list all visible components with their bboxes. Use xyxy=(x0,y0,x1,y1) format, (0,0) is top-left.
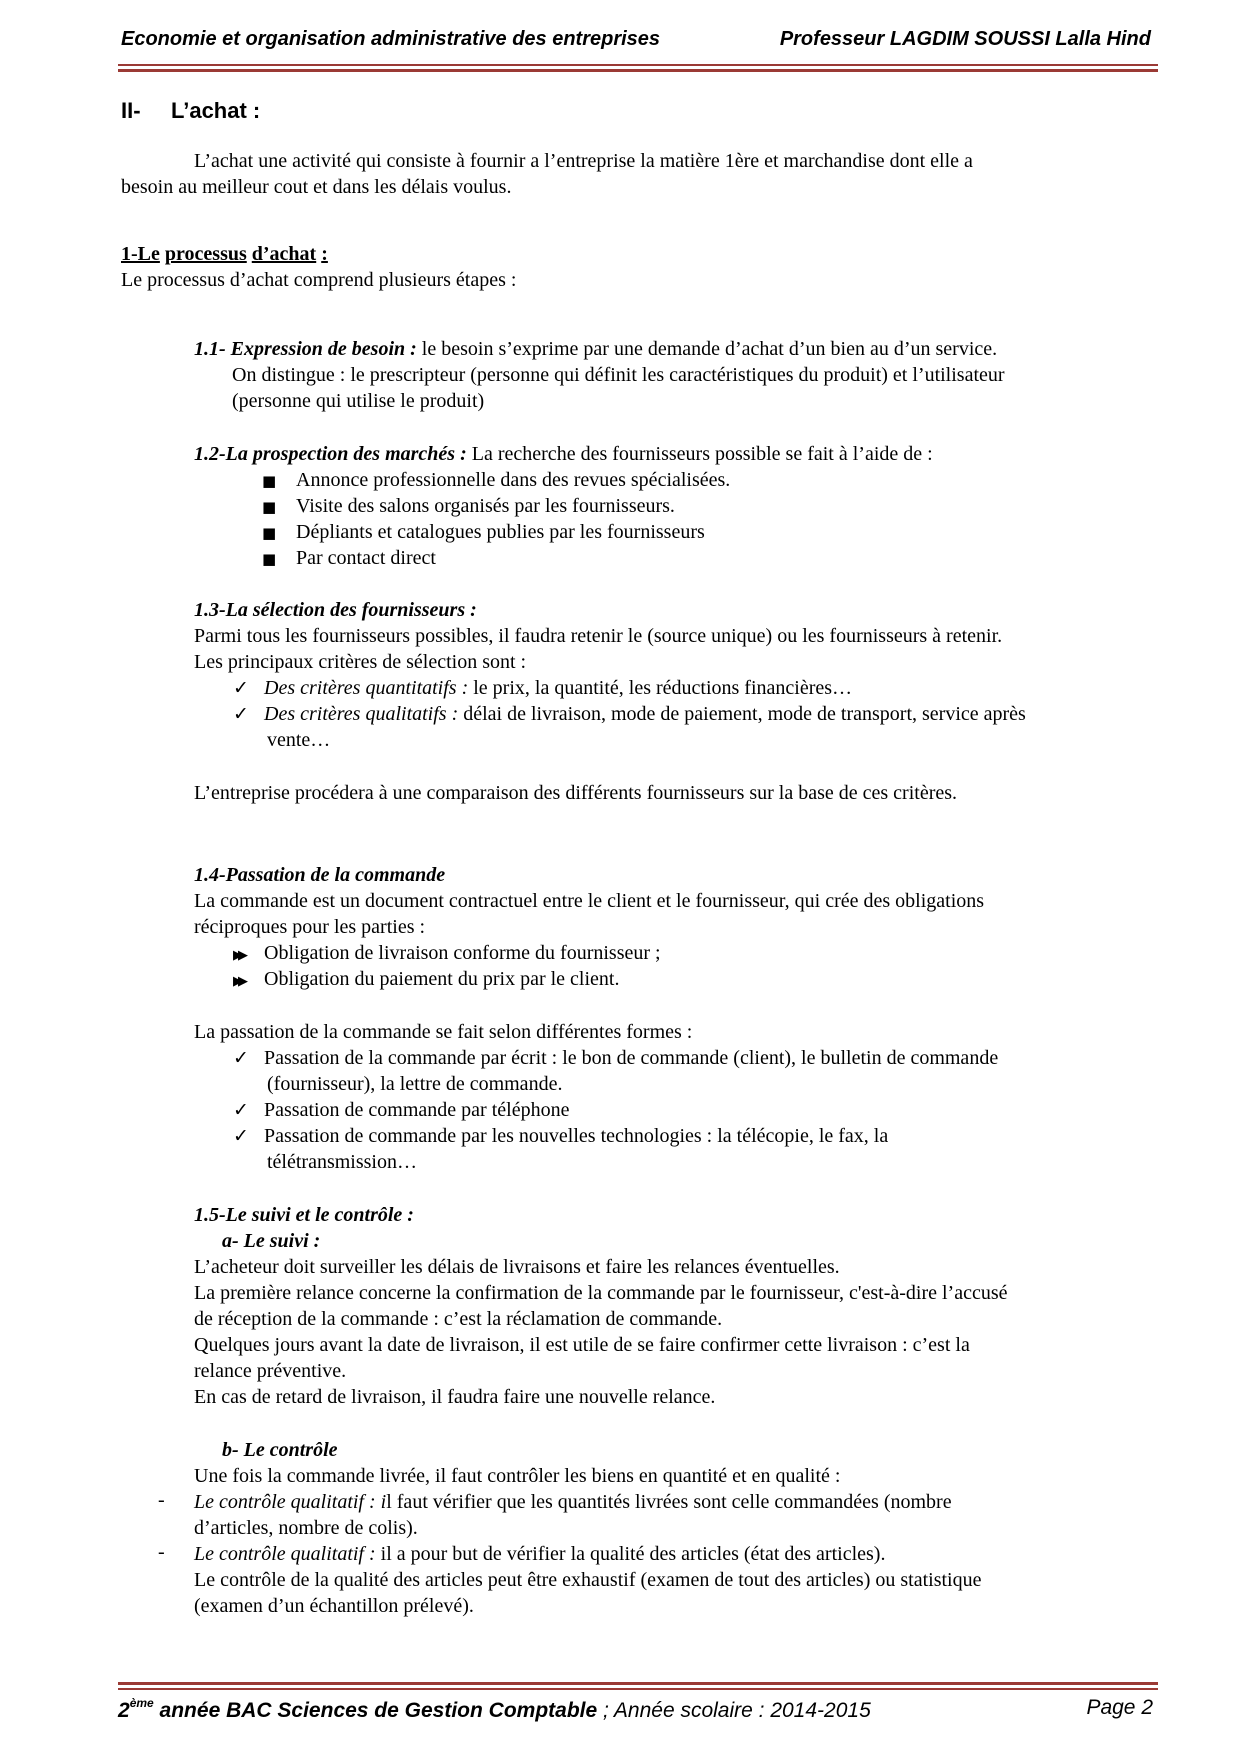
paragraph-line: télétransmission… xyxy=(267,1151,417,1173)
footer-class-info: 2ème année BAC Sciences de Gestion Comptable ; Année scolaire : 2014-2015 xyxy=(118,1696,871,1722)
intro-line: L’achat une activité qui consiste à fournir a l’entreprise la matière 1ère et marchandise dont elle a xyxy=(194,150,973,172)
dash-bullet: - xyxy=(158,1541,165,1563)
paragraph-line: L’acheteur doit surveiller les délais de livraisons et faire les relances éventuelles. xyxy=(194,1256,840,1278)
list-item: ■ Annonce professionnelle dans des revues spécialisées. xyxy=(262,467,730,494)
list-item: ■ Visite des salons organisés par les fournisseurs. xyxy=(262,493,675,520)
paragraph-line: L’entreprise procédera à une comparaison des différents fournisseurs sur la base de ces critères. xyxy=(194,782,958,804)
step-suivi-controle: 1.5-Le suivi et le contrôle : xyxy=(194,1204,414,1226)
header-course-title: Economie et organisation administrative des entreprises xyxy=(121,28,661,50)
paragraph-line: La première relance concerne la confirmation de la commande par le fournisseur, c'est-à-dire l’accusé xyxy=(194,1282,1008,1304)
section-title-text: L’achat : xyxy=(171,98,261,123)
form-item: ✓ Passation de commande par les nouvelles technologies : la télécopie, le fax, la xyxy=(233,1125,889,1147)
criteria-item: ✓ Des critères qualitatifs : délai de livraison, mode de paiement, mode de transport, service après xyxy=(233,703,1026,725)
subsection-controle: b- Le contrôle xyxy=(222,1439,338,1461)
obligation-item: ▶▶ Obligation de livraison conforme du fournisseur ; xyxy=(233,940,661,969)
footer-page-number: Page 2 xyxy=(1086,1696,1153,1719)
double-arrow-icon: ▶▶ xyxy=(233,948,243,963)
double-arrow-icon: ▶▶ xyxy=(233,974,243,989)
obligation-item: ▶▶ Obligation du paiement du prix par le client. xyxy=(233,966,619,995)
intro-line: besoin au meilleur cout et dans les délais voulus. xyxy=(121,176,512,198)
check-icon: ✓ xyxy=(233,1099,249,1121)
form-item: ✓ Passation de la commande par écrit : le bon de commande (client), le bulletin de commande xyxy=(233,1047,999,1069)
paragraph-line: relance préventive. xyxy=(194,1360,347,1382)
footer-rule xyxy=(118,1688,1158,1690)
step-passation: 1.4-Passation de la commande xyxy=(194,864,446,886)
step-prospection: 1.2-La prospection des marchés : La recherche des fournisseurs possible se fait à l’aide de : xyxy=(194,443,933,465)
step-expression-besoin: 1.1- Expression de besoin : le besoin s’exprime par une demande d’achat d’un bien au d’un service. xyxy=(194,338,998,360)
paragraph-line: Les principaux critères de sélection sont : xyxy=(194,651,527,673)
form-item: ✓ Passation de commande par téléphone xyxy=(233,1099,570,1121)
paragraph-line: (fournisseur), la lettre de commande. xyxy=(267,1073,563,1095)
step-label: 1.1- Expression de besoin : xyxy=(194,338,417,360)
criteria-item: ✓ Des critères quantitatifs : le prix, la quantité, les réductions financières… xyxy=(233,677,853,699)
paragraph-line: Une fois la commande livrée, il faut contrôler les biens en quantité et en qualité : xyxy=(194,1465,841,1487)
paragraph-line: de réception de la commande : c’est la réclamation de commande. xyxy=(194,1308,723,1330)
square-bullet-icon: ■ xyxy=(262,550,277,568)
paragraph-line: d’articles, nombre de colis). xyxy=(194,1517,418,1539)
process-heading: 1-Le processus d’achat : xyxy=(121,243,328,265)
header-rule-thick xyxy=(118,69,1158,72)
paragraph-line: réciproques pour les parties : xyxy=(194,916,426,938)
process-intro: Le processus d’achat comprend plusieurs étapes : xyxy=(121,269,517,291)
square-bullet-icon: ■ xyxy=(262,472,277,490)
step-selection: 1.3-La sélection des fournisseurs : xyxy=(194,599,477,621)
check-icon: ✓ xyxy=(233,1125,249,1147)
paragraph-line: En cas de retard de livraison, il faudra faire une nouvelle relance. xyxy=(194,1386,716,1408)
check-icon: ✓ xyxy=(233,703,249,725)
paragraph-line: Le contrôle de la qualité des articles peut être exhaustif (examen de tout des articles) ou statistique xyxy=(194,1569,982,1591)
check-icon: ✓ xyxy=(233,677,249,699)
section-number: II- xyxy=(121,98,141,123)
list-item: ■ Dépliants et catalogues publies par les fournisseurs xyxy=(262,519,705,546)
check-icon: ✓ xyxy=(233,1047,249,1069)
controle-item: Le contrôle qualitatif : il a pour but de vérifier la qualité des articles (état des articles). xyxy=(194,1543,886,1565)
subsection-suivi: a- Le suivi : xyxy=(222,1230,321,1252)
list-item: ■ Par contact direct xyxy=(262,545,436,572)
square-bullet-icon: ■ xyxy=(262,524,277,542)
paragraph-line: La commande est un document contractuel entre le client et le fournisseur, qui crée des obligations xyxy=(194,890,985,912)
paragraph-line: vente… xyxy=(267,729,331,751)
header-teacher-name: Professeur LAGDIM SOUSSI Lalla Hind xyxy=(779,28,1151,50)
paragraph-line: La passation de la commande se fait selon différentes formes : xyxy=(194,1021,693,1043)
header-rule xyxy=(118,64,1158,66)
controle-item: Le contrôle qualitatif : il faut vérifier que les quantités livrées sont celle commandées (nombre xyxy=(194,1491,952,1513)
paragraph-line: On distingue : le prescripteur (personne qui définit les caractéristiques du produit) et l’utilisateur xyxy=(232,364,1005,386)
paragraph-line: Quelques jours avant la date de livraison, il est utile de se faire confirmer cette livraison : c’est la xyxy=(194,1334,970,1356)
paragraph-line: (personne qui utilise le produit) xyxy=(232,390,485,412)
dash-bullet: - xyxy=(158,1489,165,1511)
paragraph-line: (examen d’un échantillon prélevé). xyxy=(194,1595,474,1617)
step-label: 1.2-La prospection des marchés : xyxy=(194,443,467,465)
square-bullet-icon: ■ xyxy=(262,498,277,516)
section-title xyxy=(121,98,260,124)
paragraph-line: Parmi tous les fournisseurs possibles, il faudra retenir le (source unique) ou les fournisseurs à retenir. xyxy=(194,625,1003,647)
footer-rule-thick xyxy=(118,1682,1158,1685)
